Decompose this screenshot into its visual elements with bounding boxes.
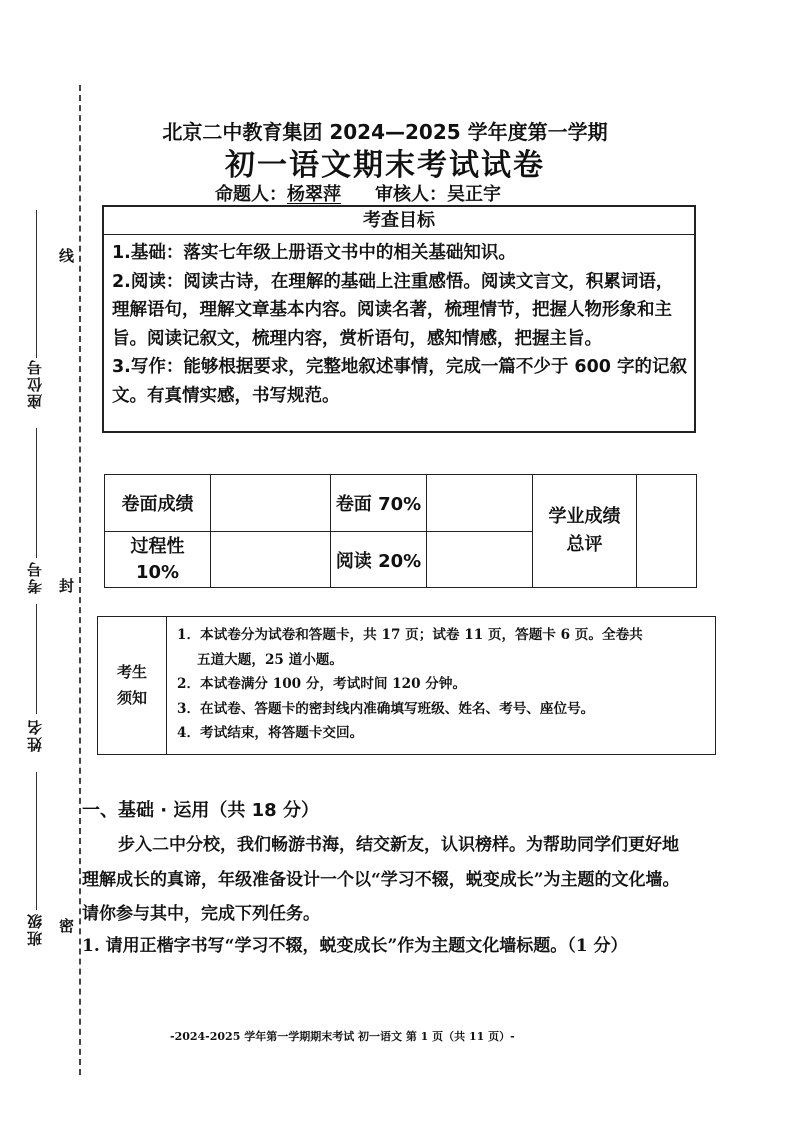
objective-item-writing: 3.写作：能够根据要求，完整地叙述事情，完成一篇不少于 600 字的记叙文。有真情实感，书写规范。 [112, 357, 688, 406]
seal-label-secret: 密 [57, 918, 75, 933]
reviewer-name: 吴正宇 [447, 184, 501, 205]
author-label: 命题人： [215, 184, 287, 205]
paper-score-cell [211, 475, 331, 532]
objective-item-basics: 1.基础：落实七年级上册语文书中的相关基础知识。 [112, 243, 516, 263]
notice-list [167, 617, 716, 755]
notice-table [97, 616, 716, 755]
seat-number-field[interactable] [36, 210, 37, 358]
student-name-field[interactable] [36, 604, 37, 714]
process-score-label: 过程性 10% [105, 532, 211, 588]
notice-item: 2．本试卷满分 100 分，考试时间 120 分钟。 [177, 676, 467, 692]
student-name-label: 姓名 [26, 718, 44, 752]
paper-pct-label: 卷面 70% [331, 475, 427, 532]
reading-pct-label: 阅读 20% [331, 532, 427, 588]
exam-number-label: 考号 [26, 560, 44, 594]
notice-label: 考生 须知 [98, 617, 167, 755]
seal-dashed-line [79, 85, 81, 1075]
author-name: 杨翠萍 [287, 184, 341, 205]
notice-item: 五道大题，25 道小题。 [197, 651, 343, 668]
exam-number-field[interactable] [36, 428, 37, 558]
exam-title: 初一语文期末考试试卷 [225, 148, 545, 183]
objectives-list [104, 235, 694, 411]
page-footer: -2024-2025 学年第一学期期末考试 初一语文 第 1 页（共 11 页）- [170, 1030, 515, 1043]
class-field[interactable] [36, 772, 37, 910]
seal-label-line: 线 [57, 248, 75, 263]
score-table [104, 474, 697, 588]
section-intro-paragraph: 步入二中分校，我们畅游书海，结交新友，认识榜样。为帮助同学们更好地理解成长的真谛，年级准备设计一个以“学习不辍，蜕变成长”为主题的文化墙。请你参与其中，完成下列任务。 [82, 835, 680, 924]
objectives-box [102, 205, 696, 433]
reading-pct-cell [427, 532, 533, 588]
overall-label: 学业成绩 总评 [533, 475, 637, 588]
notice-item: 3．在试卷、答题卡的密封线内准确填写班级、姓名、考号、座位号。 [177, 700, 595, 717]
authors-line [215, 180, 501, 206]
overall-cell [637, 475, 697, 588]
notice-item: 4．考试结束，将答题卡交回。 [177, 725, 364, 741]
objectives-heading: 考查目标 [104, 207, 694, 235]
objective-item-reading: 2.阅读：阅读古诗，在理解的基础上注重感悟。阅读文言文，积累词语，理解语句，理解文章基本内容。阅读名著，梳理情节，把握人物形象和主旨。阅读记叙文，梳理内容，赏析语句，感知情感，把握主旨。 [112, 271, 674, 349]
process-score-cell [211, 532, 331, 588]
question-1: 1. 请用正楷字书写“学习不辍，蜕变成长”作为主题文化墙标题。（1 分） [82, 936, 628, 956]
paper-pct-cell [427, 475, 533, 532]
paper-score-label: 卷面成绩 [105, 475, 211, 532]
notice-item: 1．本试卷分为试卷和答题卡，共 17 页；试卷 11 页，答题卡 6 页。全卷共 [177, 627, 643, 643]
reviewer-label: 审核人： [375, 184, 447, 205]
class-label: 班级 [26, 912, 44, 946]
seat-number-label: 座位号 [26, 358, 44, 409]
seal-label-seal: 封 [57, 578, 75, 593]
school-term-heading: 北京二中教育集团 2024—2025 学年度第一学期 [162, 120, 608, 144]
section-title: 一、基础 · 运用（共 18 分） [82, 800, 319, 821]
